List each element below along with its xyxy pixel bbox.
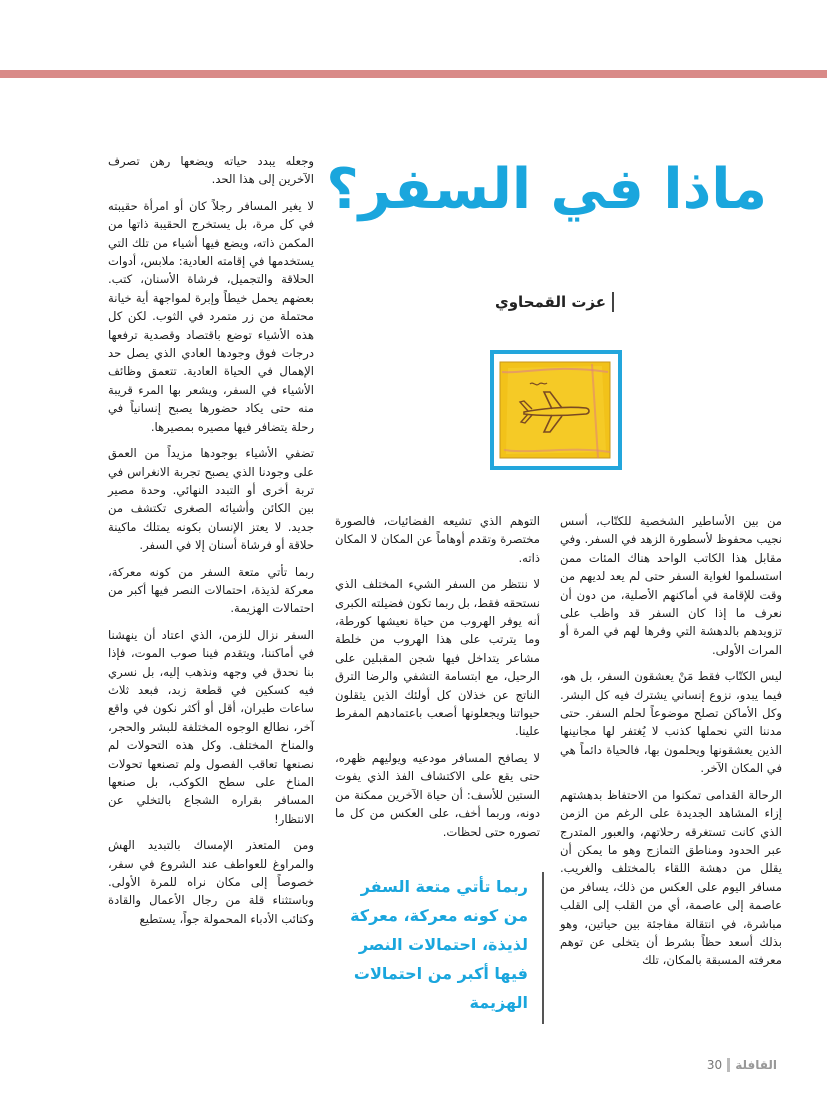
paragraph: السفر نزال للزمن، الذي اعتاد أن ينهشنا في أماكننا، ويتقدم فينا صوب الموت، فإذا بنا نحدق في وجهه ونذهب إليه، بل نسري فيه كسكين في قطعة زبد، فبعد ثلاث ساعات طيران، أقل أو أكثر نكون في واقع آخر، نطالع الوجوه المختلفة للبشر والحجر، والمناخ المختلف. وكل هذه التحولات لم نصنعها تعاقب الفصول ولم تصنعها تحولات المناخ على سطح الكوكب، بل صنعها المسافر بقراره الشجاع بالتخلي عن الانتظار! — [108, 627, 314, 826]
article-column-left — [108, 152, 314, 936]
paragraph: من بين الأساطير الشخصية للكتّاب، أسس نجيب محفوظ لأسطورة الزهد في السفر. وفي مقابل هذا الكاتب الواحد هناك المئات ممن استسلموا لغواية السفر حتى لم يعد لديهم من وقت للإقامة في أماكنهم الأصلية، من دون أن نعرف ما إذا كان السفر قد واظب على تزويدهم بالدهشة التي وفرها لهم في المرة أو المرات الأولى. — [560, 514, 782, 657]
paragraph: ومن المتعذر الإمساك بالتبديد الهش والمراوغ للعواطف عند الشروع في سفر، خصوصاً إلى مكان نراه للمرة الأولى. وباستثناء قلة من رجال الأعمال والقادة وكتائب الأدباء المحمولة جواً، يستطيع — [108, 838, 314, 926]
article-column-middle — [335, 512, 540, 849]
paragraph: ربما تأتي متعة السفر من كونه معركة، معركة لذيذة، احتمالات النصر فيها أكبر من احتمالات الهزيمة. — [108, 564, 314, 616]
paragraph: لا ننتظر من السفر الشيء المختلف الذي نستحقه فقط، بل ربما تكون فضيلته الكبرى أنه يوفر الهروب من حياة نعيشها كورطة، وما يترتب على هذا الهروب من خلطة مشاعر يتداخل فيها شجن المقبلين على الرحيل، مع ابتسامة التشفي والرضا الترق الناتج عن خذلان كل أولئك الذين يثقلون حيواتنا ويجعلونها أصعب باعتمادهم المفرط علينا. — [335, 577, 540, 739]
footer-divider — [727, 1058, 730, 1072]
author-byline: عزت القمحاوي — [495, 292, 614, 312]
article-column-right — [560, 512, 782, 978]
paragraph: وجعله يبدد حياته ويضعها رهن تصرف الآخرين إلى هذا الحد. — [108, 154, 314, 187]
pull-quote: ربما تأتي متعة السفر من كونه معركة، معركة لذيذة، احتمالات النصر فيها أكبر من احتمالات الهزيمة — [340, 872, 544, 1024]
page-number: 30 — [706, 1058, 723, 1072]
paragraph: لا يغير المسافر رجلاً كان أو امرأة حقيبته في كل مرة، بل يستخرج الحقيبة ذاتها من المكمن ذاته، ويضع فيها أشياء من تلك التي يستخدمها في إقامته العادية: ملابس، أدوات الحلاقة والتجميل، فرشاة الأسنان، كتب. بعضهم يحمل خيطاً وإبرة لمواجهة أية خيانة محتملة من زر متمرد في الثوب. لكن كل هذه الأشياء توضع باقتصاد وقصدية ترفعها درجات فوق وجودها العادي الذي يصل حد الإهمال في الحياة العادية. تتعمق وظائف الأشياء في السفر، ويشعر بها المرء قريبة منه حتى يكاد حضورها يصبح إنسانياً في رحلة يتضافر فيها مصيره بمصيرها. — [108, 198, 314, 434]
paragraph: الرحالة القدامى تمكنوا من الاحتفاظ بدهشتهم إزاء المشاهد الجديدة على الرغم من الزمن الذي كانت تستغرقه رحلاتهم، والعبور المتدرج عبر الحدود ومناطق التمازج وهو ما يمكن أن يقلل من دهشة اللقاء بالمختلف والغريب. مسافر اليوم على العكس من ذلك، يسافر من عاصمة إلى عاصمة، أي من القلب إلى القلب مباشرة، في انتقالة مفاجئة بين حياتين، وهو بذلك أسعد حظاً بشرط أن يتخلى عن توهم معرفته المسبقة بالمكان، تلك — [560, 787, 782, 968]
page-footer — [707, 1058, 777, 1072]
paragraph: ليس الكتّاب فقط مَنْ يعشقون السفر، بل هو، فيما يبدو، نزوع إنساني يشترك فيه كل البشر. وكل الأماكن تصلح موضوعاً لحلم السفر. حتى مدننا التي نحملها كذنب لا يُغتفر لها مجانينها الذين يعشقونها ويحلمون بها، فالحياة دائماً هي في المكان الآخر. — [560, 669, 782, 776]
article-title: ماذا في السفر؟ — [326, 157, 767, 222]
airplane-drawing-image — [490, 350, 622, 470]
paragraph: تضفي الأشياء بوجودها مزيداً من العمق على وجودنا الذي يصبح تجربة الانغراس في تربة أخرى أو التبدد النهائي. وحدة مصير بين الكائن وأشيائه الصغرى تكتشف من جديد. لا يعتز الإنسان بكونه يمتلك ماكينة حلاقة أو فرشاة أسنان إلا في السفر. — [108, 446, 314, 553]
magazine-name: القافلة — [735, 1058, 777, 1072]
paragraph: لا يصافح المسافر مودعيه ويوليهم ظهره، حتى يقع على الاكتشاف الفذ الذي يفوت الستين للأسف: أن حياة الآخرين ممكنة من دونه، وربما أخف، على العكس من كل ما تصوره حتى لحظات. — [335, 750, 540, 839]
top-accent-bar — [0, 70, 827, 78]
paragraph: التوهم الذي تشيعه الفضائيات، فالصورة مختصرة وتقدم أوهاماً عن المكان لا المكان ذاته. — [335, 514, 540, 565]
